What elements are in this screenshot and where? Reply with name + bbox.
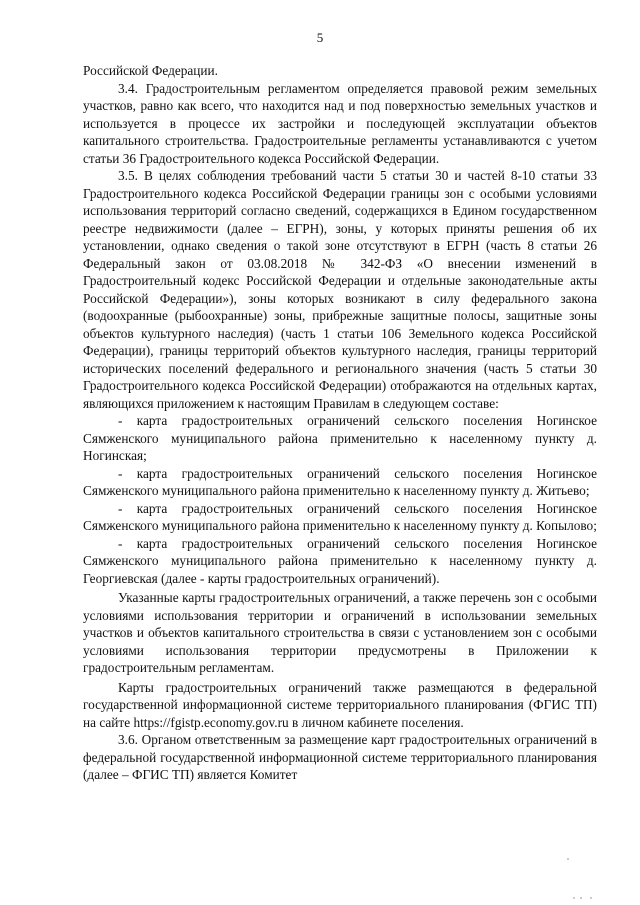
list-item-map-georgievskaya: - карта градостроительных ограничений сельского поселения Ногинское Сямженского муниципального района применительно к населенному пункту д. Георгиевская (далее - карты градостроительных ограничений). <box>83 535 597 586</box>
paragraph-continuation: Российской Федерации. <box>83 63 218 78</box>
scan-artifact <box>573 897 575 899</box>
document-body <box>83 62 597 784</box>
scan-artifact <box>580 897 582 899</box>
paragraph-3-4: 3.4. Градостроительным регламентом определяется правовой режим земельных участков, равно как всего, что находится над и под поверхностью земельных участков и используется в процессе их застройки и последующей эксплуатации объектов капитального строительства. Градостроительные регламенты устанавливаются с учетом статьи 36 Градостроительного кодекса Российской Федерации. <box>83 80 597 166</box>
paragraph-maps-appendix: Указанные карты градостроительных ограничений, а также перечень зон с особыми условиями использования территории и ограничений в использовании земельных участков и объектов капитального строительства в связи с установлением зон с особыми условиями использования территории предусмотрены в Приложении к градостроительным регламентам. <box>83 590 597 675</box>
paragraph-3-6: 3.6. Органом ответственным за размещение карт градостроительных ограничений в федеральной государственной информационной системе территориального планирования (далее – ФГИС ТП) является Комитет <box>83 732 597 782</box>
list-item-map-kopylovo: - карта градостроительных ограничений сельского поселения Ногинское Сямженского муниципального района применительно к населенному пункту д. Копылово; <box>83 500 597 533</box>
scan-artifact <box>567 858 569 860</box>
paragraph-fgis-tp: Карты градостроительных ограничений также размещаются в федеральной государственной информационной системе территориального планирования (ФГИС ТП) на сайте https://fgistp.economy.gov.ru в личном кабинете поселения. <box>83 679 597 730</box>
scan-artifact <box>590 897 592 899</box>
list-item-map-zhitevo: - карта градостроительных ограничений сельского поселения Ногинское Сямженского муниципального района применительно к населенному пункту д. Житьево; <box>83 465 597 498</box>
paragraph-3-5: 3.5. В целях соблюдения требований части 5 статьи 30 и частей 8-10 статьи 33 Градостроительного кодекса Российской Федерации границы зон с особыми условиями использования территорий согласно сведений, содержащихся в Едином государственном реестре недвижимости (далее – ЕГРН), зоны, у которых приняты решения об их установлении, однако сведения о такой зоне отсутствуют в ЕГРН (часть 8 статьи 26 Федеральный закон от 03.08.2018 № 342-ФЗ «О внесении изменений в Градостроительный кодекс Российской Федерации и отдельные законодательные акты Российской Федерации»), зоны которых возникают в силу федерального закона (водоохранные (рыбоохранные) зоны, прибрежные защитные полосы, защитные зоны объектов культурного наследия) (часть 1 статьи 106 Земельного кодекса Российской Федерации), границы территорий объектов культурного наследия, границы территорий исторических поселений федерального и регионального значения (часть 5 статьи 30 Градостроительного кодекса Российской Федерации) отображаются на отдельных картах, являющихся приложением к настоящим Правилам в следующем составе: <box>83 168 597 411</box>
page-number: 5 <box>316 30 324 45</box>
list-item-map-noginskaya: - карта градостроительных ограничений сельского поселения Ногинское Сямженского муниципального района применительно к населенному пункту д. Ногинская; <box>83 413 597 463</box>
